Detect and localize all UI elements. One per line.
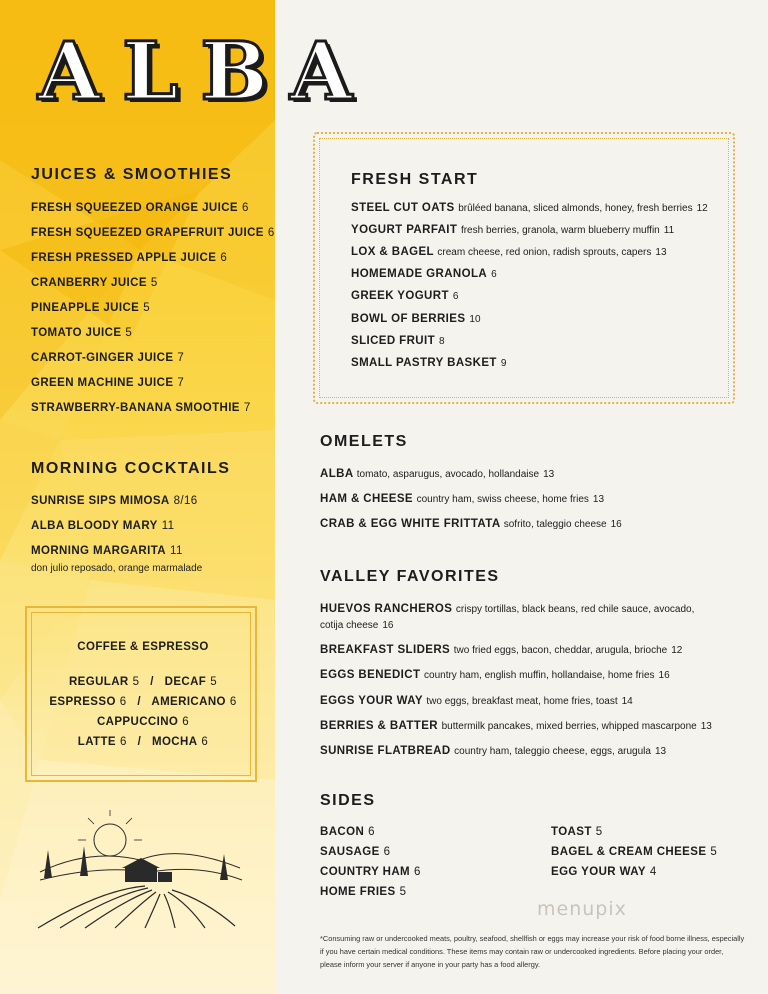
omelet-item: CRAB & EGG WHITE FRITTATA sofrito, taleggio cheese 16 — [320, 518, 622, 530]
valley-item: EGGS BENEDICT country ham, english muffin, hollandaise, home fries 16 — [320, 669, 670, 681]
cocktail-item: SUNRISE SIPS MIMOSA 8/16 — [31, 495, 198, 507]
cocktail-description: don julio reposado, orange marmalade — [31, 563, 203, 574]
juice-item: GREEN MACHINE JUICE 7 — [31, 377, 185, 389]
valley-item: HUEVOS RANCHEROS crispy tortillas, black beans, red chile sauce, avocado, — [320, 603, 695, 615]
side-item: BAGEL & CREAM CHEESE 5 — [551, 846, 718, 858]
juice-item: CARROT-GINGER JUICE 7 — [31, 352, 185, 364]
omelet-item: HAM & CHEESE country ham, swiss cheese, home fries 13 — [320, 493, 605, 505]
coffee-heading: COFFEE & ESPRESSO — [77, 641, 209, 653]
left-panel — [0, 0, 275, 994]
juice-item: TOMATO JUICE 5 — [31, 327, 133, 339]
cocktails-heading: MORNING COCKTAILS — [31, 460, 231, 477]
coffee-line: ESPRESSO 6 / AMERICANO 6 — [49, 696, 237, 708]
cocktail-item: MORNING MARGARITA 11 — [31, 545, 183, 557]
valley-item: EGGS YOUR WAY two eggs, breakfast meat, home fries, toast 14 — [320, 695, 633, 707]
valley-item: SUNRISE FLATBREAD country ham, taleggio cheese, eggs, arugula 13 — [320, 745, 667, 757]
omelet-item: ALBA tomato, asparugus, avocado, hollandaise 13 — [320, 468, 555, 480]
sides-heading: SIDES — [320, 792, 376, 809]
allergy-disclaimer: *Consuming raw or undercooked meats, poultry, seafood, shellfish or eggs may increase your risk of food borne illness, especially if you have certain medical conditions. These items may contain raw or undercooked ingredients. Before placing your order, please inform your server if anyone in your party has a food allergy. — [320, 934, 745, 969]
side-item: BACON 6 — [320, 826, 375, 838]
side-item: SAUSAGE 6 — [320, 846, 391, 858]
juice-item: FRESH SQUEEZED GRAPEFRUIT JUICE 6 — [31, 227, 275, 239]
juice-item: PINEAPPLE JUICE 5 — [31, 302, 151, 314]
fresh-start-item: YOGURT PARFAIT fresh berries, granola, warm blueberry muffin 11 — [351, 224, 675, 236]
logo-text: ALBA — [38, 24, 375, 118]
alba-logo — [38, 26, 398, 116]
fresh-start-item: LOX & BAGEL cream cheese, red onion, radish sprouts, capers 13 — [351, 246, 667, 258]
vineyard-illustration — [30, 810, 250, 930]
side-item: TOAST 5 — [551, 826, 603, 838]
side-item: HOME FRIES 5 — [320, 886, 407, 898]
side-item: COUNTRY HAM 6 — [320, 866, 421, 878]
coffee-box-inner-border — [31, 612, 251, 776]
juice-item: FRESH PRESSED APPLE JUICE 6 — [31, 252, 228, 264]
omelets-heading: OMELETS — [320, 433, 408, 450]
valley-heading: VALLEY FAVORITES — [320, 568, 500, 585]
fresh-start-item: GREEK YOGURT 6 — [351, 290, 459, 302]
menupix-watermark: menupix — [537, 898, 627, 920]
fresh-start-item: SMALL PASTRY BASKET 9 — [351, 357, 507, 369]
juices-heading: JUICES & SMOOTHIES — [31, 166, 233, 183]
fresh-start-item: HOMEMADE GRANOLA 6 — [351, 268, 497, 280]
coffee-line: CAPPUCCINO 6 — [96, 716, 190, 728]
fresh-start-item: BOWL OF BERRIES 10 — [351, 313, 481, 325]
cocktail-item: ALBA BLOODY MARY 11 — [31, 520, 175, 532]
juices-section — [31, 166, 232, 184]
juice-item: CRANBERRY JUICE 5 — [31, 277, 158, 289]
valley-item-desc-cont: cotija cheese 16 — [320, 620, 394, 631]
fresh-start-heading: FRESH START — [351, 171, 479, 188]
coffee-line: LATTE 6 / MOCHA 6 — [77, 736, 209, 748]
coffee-box — [25, 606, 257, 782]
side-item: EGG YOUR WAY 4 — [551, 866, 657, 878]
fresh-start-item: SLICED FRUIT 8 — [351, 335, 445, 347]
juice-item: FRESH SQUEEZED ORANGE JUICE 6 — [31, 202, 249, 214]
juice-item: STRAWBERRY-BANANA SMOOTHIE 7 — [31, 402, 251, 414]
coffee-line: REGULAR 5 / DECAF 5 — [68, 676, 218, 688]
valley-item: BERRIES & BATTER buttermilk pancakes, mixed berries, whipped mascarpone 13 — [320, 720, 712, 732]
valley-item: BREAKFAST SLIDERS two fried eggs, bacon, cheddar, arugula, brioche 12 — [320, 644, 683, 656]
fresh-start-item: STEEL CUT OATS brûléed banana, sliced almonds, honey, fresh berries 12 — [351, 202, 708, 214]
